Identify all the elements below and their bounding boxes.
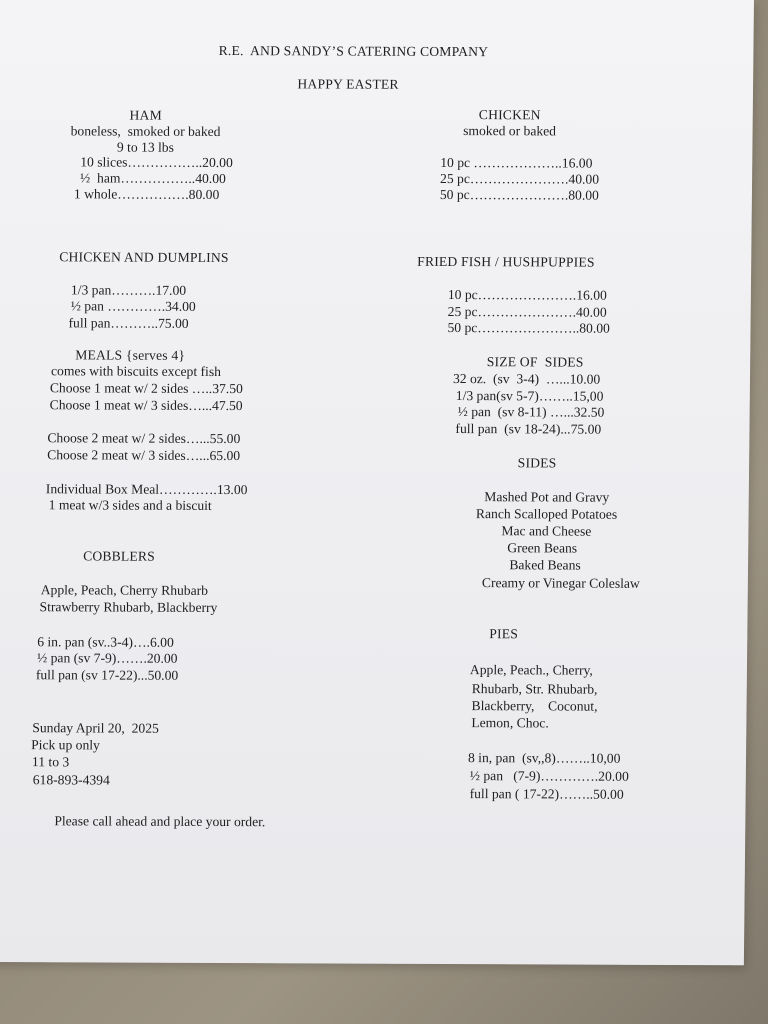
cobbler-flavors: Apple, Peach, Cherry Rhubarb (40, 582, 209, 598)
side-item: Green Beans (507, 540, 578, 556)
cobbler-price-line: ½ pan (sv 7-9)…….20.00 (36, 650, 178, 666)
side-size-line: 32 oz. (sv 3-4) …...10.00 (452, 371, 601, 387)
pie-flavors: Lemon, Choc. (471, 715, 549, 731)
pie-flavors: Rhubarb, Str. Rhubarb, (471, 681, 598, 697)
meal-option-line: Choose 1 meat w/ 2 sides …..37.50 (49, 380, 243, 397)
dumplins-price-line: full pan………..75.00 (68, 315, 189, 331)
pie-price-line: ½ pan (7-9)………….20.00 (469, 768, 629, 784)
size-of-sides-heading: SIZE OF SIDES (486, 354, 584, 370)
chicken-price-line: 50 pc………………….80.00 (439, 186, 599, 203)
side-size-line: ½ pan (sv 8-11) …...32.50 (457, 404, 605, 420)
cobblers-heading: COBBLERS (83, 548, 156, 564)
ham-price-line: ½ ham……………..40.00 (80, 170, 226, 187)
ham-price-line: 10 slices……………..20.00 (80, 154, 233, 171)
side-size-line: full pan (sv 18-24)...75.00 (455, 421, 602, 437)
side-item: Baked Beans (509, 557, 581, 573)
chicken-heading: CHICKEN (478, 107, 541, 123)
chicken-price-line: 10 pc ………………..16.00 (440, 154, 593, 171)
side-item: Mac and Cheese (501, 523, 592, 539)
company-name: R.E. AND SANDY’S CATERING COMPANY (218, 42, 489, 60)
pie-flavors: Blackberry, Coconut, (471, 698, 598, 714)
meal-option-line: Choose 2 meat w/ 3 sides…...65.00 (47, 447, 241, 464)
dumplins-price-line: ½ pan ………….34.00 (70, 298, 196, 314)
meals-heading: MEALS {serves 4} (75, 347, 186, 363)
fish-price-line: 25 pc………………….40.00 (447, 303, 607, 320)
pickup-date: Sunday April 20, 2025 (32, 720, 159, 736)
meals-note: comes with biscuits except fish (50, 363, 222, 379)
greeting-heading: HAPPY EASTER (297, 76, 399, 92)
fish-price-line: 10 pc………………….16.00 (447, 286, 607, 303)
pie-price-line: full pan ( 17-22)……..50.00 (469, 786, 624, 802)
ham-weight: 9 to 13 lbs (116, 139, 175, 155)
box-meal-note: 1 meat w/3 sides and a biscuit (48, 497, 212, 513)
side-item: Mashed Pot and Gravy (484, 489, 610, 505)
sides-heading: SIDES (517, 455, 557, 471)
pickup-hours: 11 to 3 (31, 754, 70, 770)
phone-number: 618-893-4394 (32, 772, 110, 788)
pie-flavors: Apple, Peach., Cherry, (469, 662, 593, 678)
pickup-only: Pick up only (31, 737, 100, 753)
box-meal-line: Individual Box Meal………….13.00 (45, 481, 248, 498)
dumplins-heading: CHICKEN AND DUMPLINS (59, 249, 229, 266)
side-item: Creamy or Vinegar Coleslaw (481, 575, 640, 591)
call-ahead-note: Please call ahead and place your order. (54, 813, 266, 830)
side-item: Ranch Scalloped Potatoes (475, 506, 618, 522)
dumplins-price-line: 1/3 pan……….17.00 (70, 282, 187, 298)
meal-option-line: Choose 2 meat w/ 2 sides…...55.00 (47, 430, 241, 447)
meal-option-line: Choose 1 meat w/ 3 sides…...47.50 (49, 397, 243, 414)
ham-heading: HAM (129, 107, 162, 123)
fish-price-line: 50 pc…………………..80.00 (447, 319, 610, 336)
ham-description: boneless, smoked or baked (70, 123, 221, 139)
pie-price-line: 8 in, pan (sv,,8)……..10,00 (467, 750, 621, 766)
chicken-description: smoked or baked (463, 123, 557, 139)
cobbler-price-line: full pan (sv 17-22)...50.00 (35, 667, 179, 683)
ham-price-line: 1 whole…………….80.00 (73, 186, 220, 202)
cobbler-price-line: 6 in. pan (sv..3-4)….6.00 (37, 634, 174, 650)
cobbler-flavors: Strawberry Rhubarb, Blackberry (39, 599, 218, 615)
fish-heading: FRIED FISH / HUSHPUPPIES (417, 253, 595, 270)
pies-heading: PIES (489, 626, 519, 642)
side-size-line: 1/3 pan(sv 5-7)……..15,00 (455, 388, 604, 404)
chicken-price-line: 25 pc………………….40.00 (440, 170, 600, 187)
